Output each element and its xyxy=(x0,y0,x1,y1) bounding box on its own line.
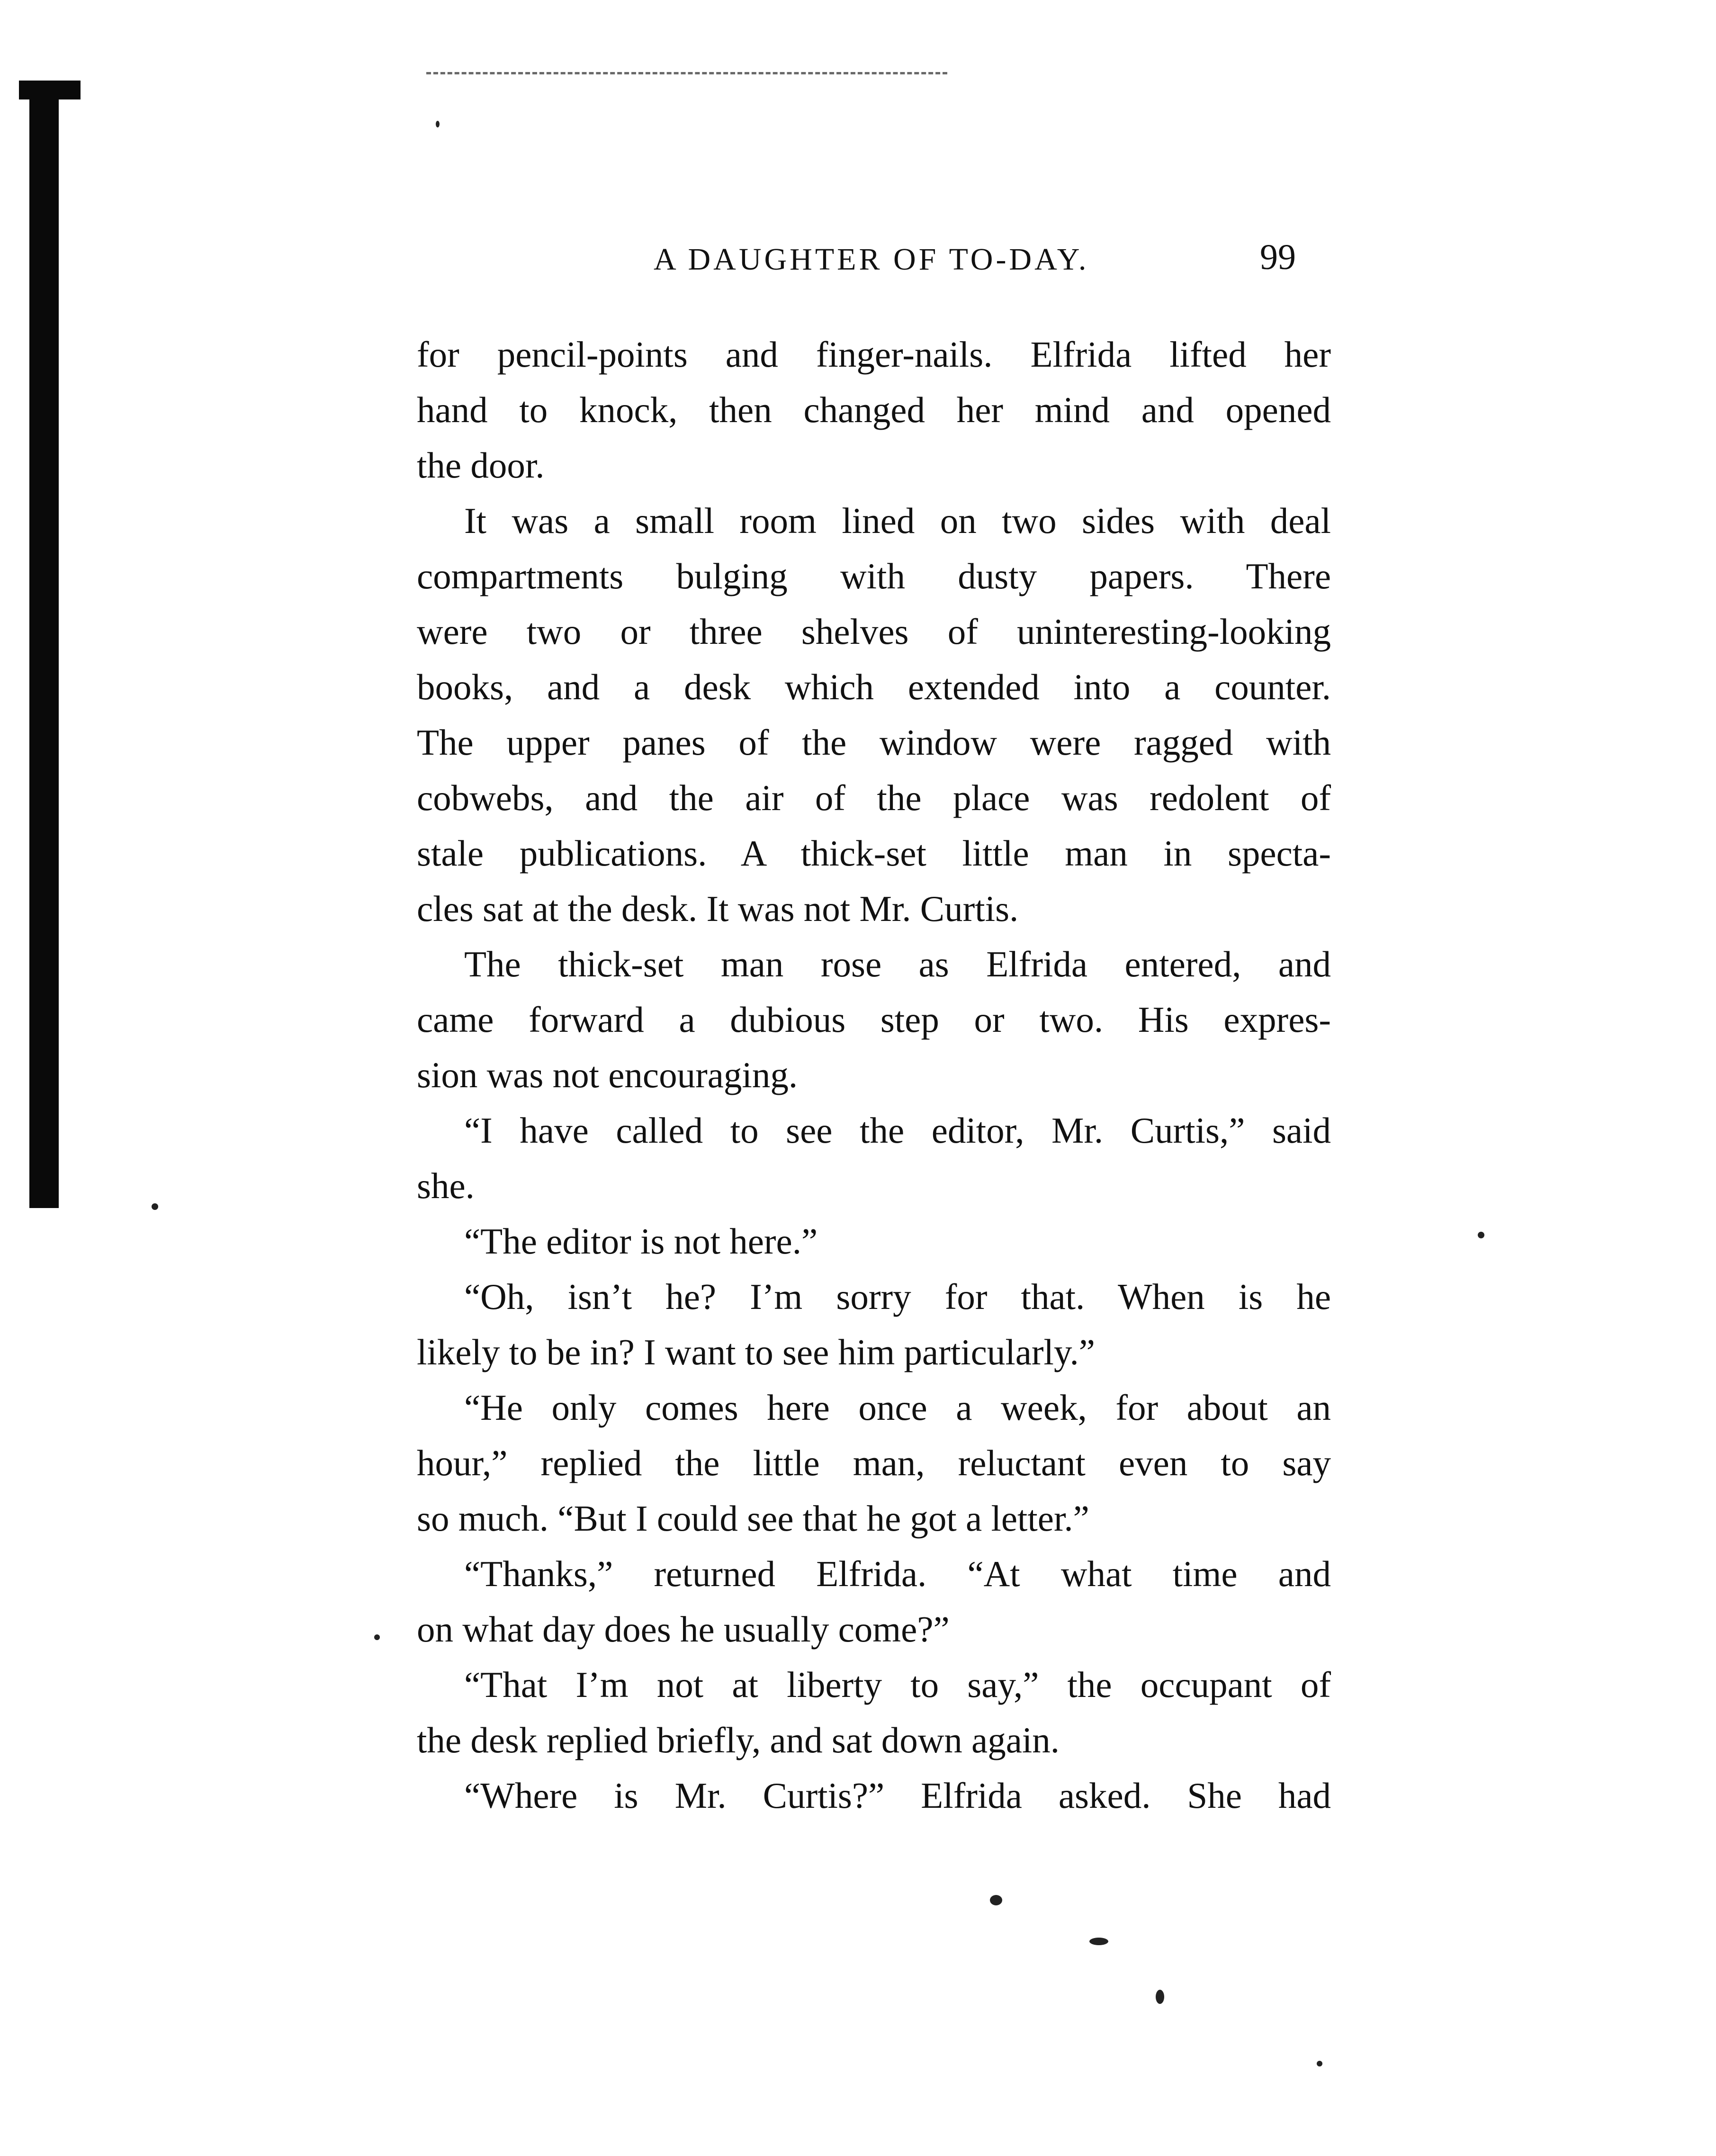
text-line: were two or three shelves of uninteresting-looking xyxy=(417,611,1331,652)
scan-speck xyxy=(152,1203,158,1210)
text-line: The thick-set man rose as Elfrida entered, and xyxy=(464,944,1331,984)
scan-speck xyxy=(374,1634,380,1640)
text-line: likely to be in? I want to see him particularly.” xyxy=(417,1332,1095,1372)
text-line: stale publications. A thick-set little man in specta- xyxy=(417,833,1331,874)
paragraph xyxy=(417,1269,1331,1380)
body-text xyxy=(417,327,1331,1823)
text-line: hour,” replied the little man, reluctant even to say xyxy=(417,1443,1331,1483)
text-line: came forward a dubious step or two. His expres- xyxy=(417,999,1331,1040)
text-line: the door. xyxy=(417,445,545,486)
text-line: cobwebs, and the air of the place was redolent of xyxy=(417,777,1331,818)
paragraph xyxy=(417,1546,1331,1657)
paragraph xyxy=(417,493,1331,937)
page-number: 99 xyxy=(1260,237,1296,277)
text-line: “Thanks,” returned Elfrida. “At what time and xyxy=(464,1553,1331,1594)
paragraph xyxy=(417,1657,1331,1768)
scan-speck xyxy=(436,121,440,127)
text-line: books, and a desk which extended into a counter. xyxy=(417,667,1331,707)
scan-speck xyxy=(1317,2061,1322,2066)
text-line: sion was not encouraging. xyxy=(417,1055,798,1095)
paragraph xyxy=(417,937,1331,1103)
text-line: so much. “But I could see that he got a letter.” xyxy=(417,1498,1089,1539)
scan-speck xyxy=(1156,1990,1164,2004)
text-line: compartments bulging with dusty papers. There xyxy=(417,556,1331,596)
text-line: she. xyxy=(417,1165,475,1206)
text-line: for pencil-points and finger-nails. Elfrida lifted her xyxy=(417,334,1331,375)
scan-artifact-rule xyxy=(426,72,947,74)
scan-speck xyxy=(990,1895,1002,1905)
text-line: cles sat at the desk. It was not Mr. Curtis. xyxy=(417,888,1019,929)
paragraph xyxy=(417,1380,1331,1546)
text-line: “The editor is not here.” xyxy=(464,1221,818,1262)
text-line: “Where is Mr. Curtis?” Elfrida asked. She had xyxy=(464,1775,1331,1816)
text-line: It was a small room lined on two sides with deal xyxy=(464,500,1331,541)
text-line: “That I’m not at liberty to say,” the occupant of xyxy=(464,1664,1331,1705)
paragraph xyxy=(417,1103,1331,1214)
scan-speck xyxy=(1089,1938,1108,1945)
scan-speck xyxy=(1478,1232,1484,1238)
text-line: “I have called to see the editor, Mr. Curtis,” said xyxy=(464,1110,1331,1151)
text-line: “He only comes here once a week, for about an xyxy=(464,1387,1331,1428)
text-line: the desk replied briefly, and sat down again. xyxy=(417,1720,1060,1760)
running-title: A DAUGHTER OF TO-DAY. xyxy=(654,242,1089,277)
paragraph xyxy=(417,327,1331,493)
paragraph xyxy=(417,1768,1331,1823)
text-line: on what day does he usually come?” xyxy=(417,1609,950,1650)
page-header xyxy=(654,237,1317,294)
paragraph xyxy=(417,1214,1331,1269)
text-line: “Oh, isn’t he? I’m sorry for that. When is he xyxy=(464,1276,1331,1317)
text-line: The upper panes of the window were ragged with xyxy=(417,722,1331,763)
binding-edge xyxy=(29,81,59,1208)
text-line: hand to knock, then changed her mind and opened xyxy=(417,389,1331,430)
